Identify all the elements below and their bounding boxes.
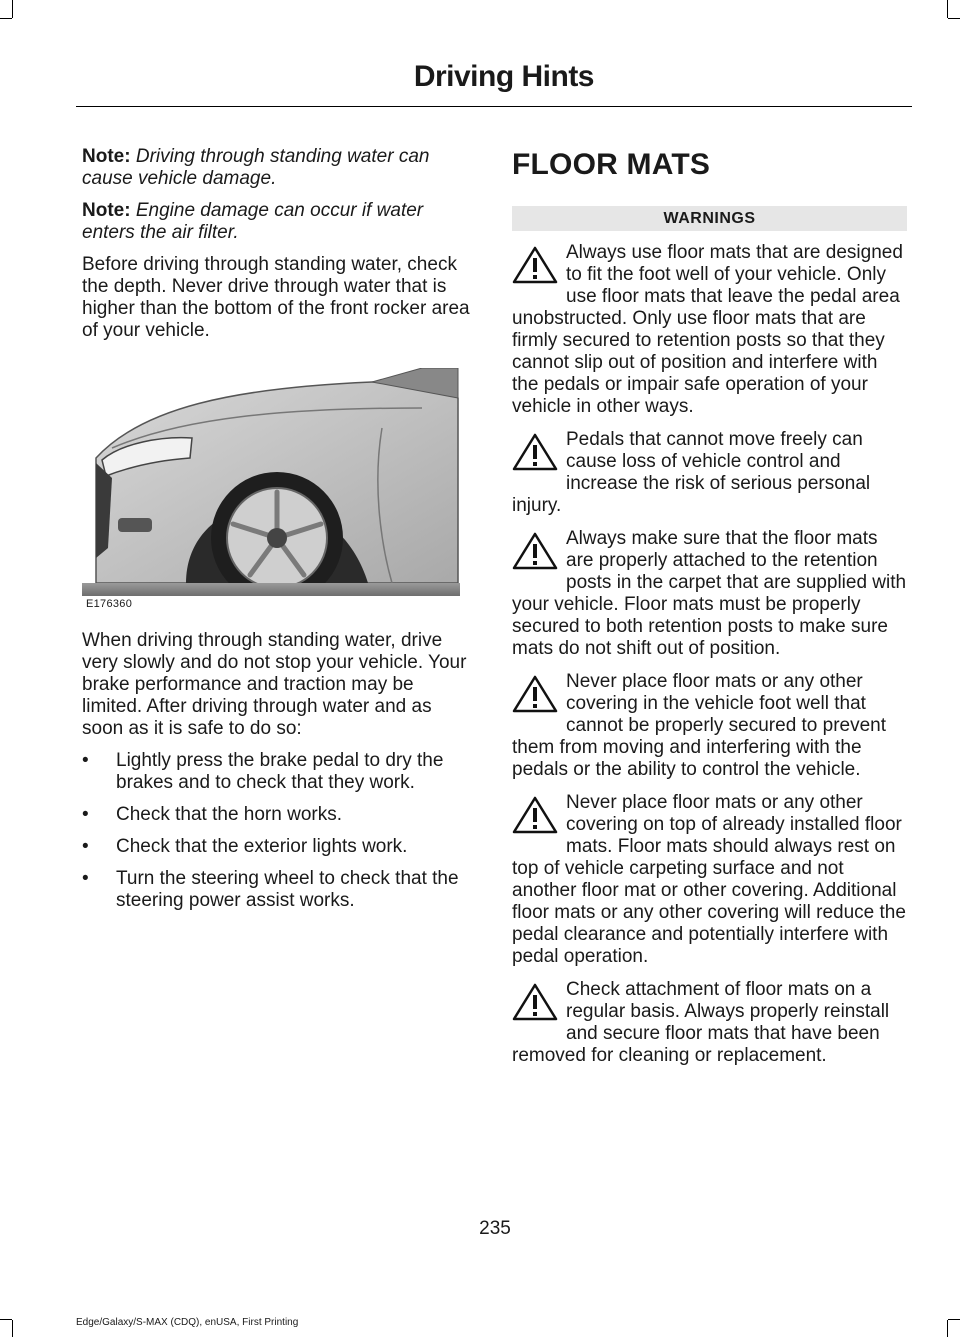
warning-block (512, 671, 907, 781)
warning-block (512, 242, 907, 418)
page-title: Driving Hints (413, 60, 594, 93)
warning-triangle-icon (512, 429, 566, 495)
warning-triangle-icon (512, 528, 566, 594)
left-column (82, 146, 474, 922)
crop-mark (947, 1320, 948, 1337)
note-label: Note: (82, 200, 131, 221)
list-item-text: Turn the steering wheel to check that the steering power assist works. (116, 868, 459, 911)
header-divider (76, 106, 912, 107)
crop-mark (0, 18, 12, 19)
section-title: FLOOR MATS (512, 148, 711, 181)
crop-mark (947, 0, 948, 18)
warning-text: Never place floor mats or any other covering on top of already installed floor mats. Floor mats should always rest on top of vehicle carpeting surface and not another floor mat or other covering. Additional floor mats or any other covering will reduce the pedal clearance and potentially interfere with pedal operation. (512, 792, 906, 967)
car-wheel-illustration (82, 368, 460, 614)
warning-triangle-icon (512, 792, 566, 858)
list-item-text: Check that the exterior lights work. (116, 836, 408, 857)
warning-block (512, 528, 907, 660)
checklist (82, 750, 474, 912)
warning-text: Always make sure that the floor mats are properly attached to the retention posts in the carpet that are supplied with your vehicle. Floor mats must be properly secured to both retention posts to make sure mats do not shift out of position. (512, 528, 907, 659)
paragraph-driving-instructions: When driving through standing water, drive very slowly and do not stop your vehicle. Your brake performance and traction may be limited. After driving through water and as soon as it is safe to do so: (82, 630, 467, 739)
list-item (82, 750, 474, 794)
paragraph-check-depth: Before driving through standing water, check the depth. Never drive through water that is higher than the bottom of the front rocker area of your vehicle. (82, 254, 470, 341)
right-column (512, 146, 907, 1067)
figure-id: E176360 (86, 598, 133, 610)
crop-mark (0, 1319, 12, 1320)
page-number: 235 (479, 1218, 511, 1239)
note-label: Note: (82, 146, 131, 167)
crop-mark (948, 18, 960, 19)
list-item-text: Check that the horn works. (116, 804, 342, 825)
bullet-icon: • (82, 836, 89, 857)
list-item (82, 836, 474, 858)
bullet-icon: • (82, 750, 89, 771)
crop-mark (12, 1320, 13, 1337)
warning-block (512, 429, 907, 517)
crop-mark (948, 1319, 960, 1320)
warning-text: Pedals that cannot move freely can cause loss of vehicle control and increase the risk of serious personal injury. (512, 429, 871, 516)
warning-triangle-icon (512, 242, 566, 308)
bullet-icon: • (82, 804, 89, 825)
warning-triangle-icon (512, 979, 566, 1045)
warning-block (512, 979, 907, 1067)
warnings-header: WARNINGS (512, 206, 907, 231)
list-item (82, 804, 474, 826)
note-text: Driving through standing water can cause vehicle damage. (82, 146, 430, 189)
note-text: Engine damage can occur if water enters the air filter. (82, 200, 424, 243)
warning-text: Always use floor mats that are designed to fit the foot well of your vehicle. Only use floor mats that leave the pedal area unobstructed. Only use floor mats that are firmly secured to retention posts so that they cannot slip out of position and interfere with the pedals or impair safe operation of your vehicle in other ways. (512, 242, 903, 417)
warning-block (512, 792, 907, 968)
list-item (82, 868, 474, 912)
list-item-text: Lightly press the brake pedal to dry the brakes and to check that they work. (116, 750, 444, 793)
note-engine-damage (82, 200, 474, 244)
note-driving-water (82, 146, 474, 190)
crop-mark (12, 0, 13, 18)
warning-text: Never place floor mats or any other covering in the vehicle foot well that cannot be properly secured to prevent them from moving and interfering with the pedals or the ability to control the vehicle. (512, 671, 887, 780)
warning-triangle-icon (512, 671, 566, 737)
warning-text: Check attachment of floor mats on a regular basis. Always properly reinstall and secure floor mats that have been removed for cleaning or replacement. (512, 979, 890, 1066)
edition-footer: Edge/Galaxy/S-MAX (CDQ), enUSA, First Printing (76, 1317, 299, 1328)
car-front-wheel-image (82, 368, 460, 596)
bullet-icon: • (82, 868, 89, 889)
